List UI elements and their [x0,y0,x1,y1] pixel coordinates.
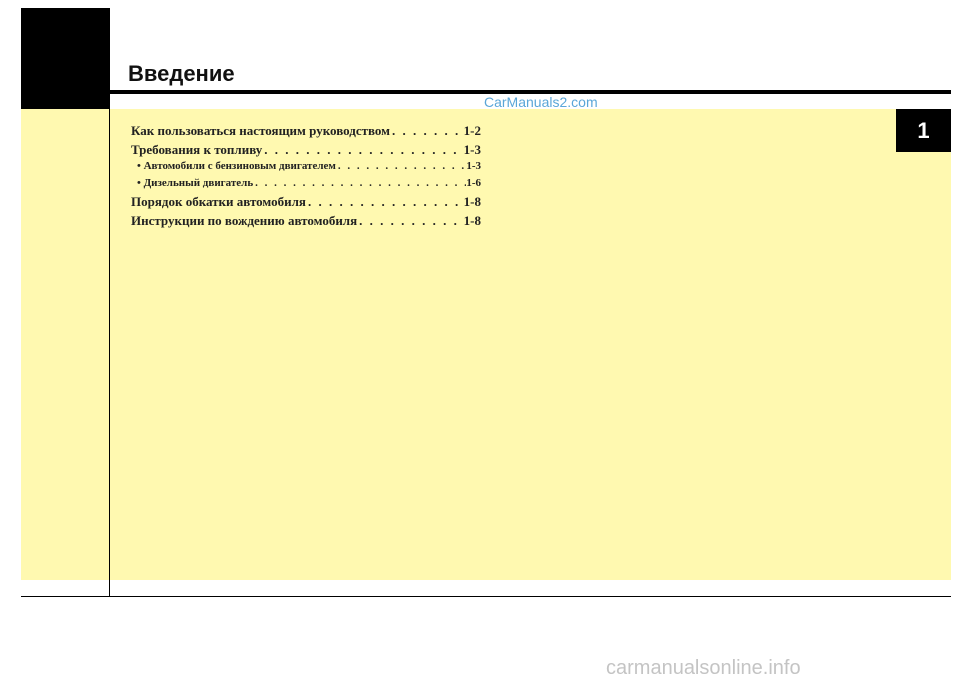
toc-item-label: Требования к топливу [131,141,263,157]
watermark-top[interactable]: CarManuals2.com [484,94,598,110]
footer-rule [21,596,951,597]
toc-leader-dots [306,194,464,209]
corner-black-block [21,8,109,109]
chapter-number: 1 [917,117,930,143]
toc-item-page: 1-3 [466,160,481,172]
toc-item-label: Инструкции по вождению автомобиля [131,212,358,228]
page-title: Введение [128,61,235,86]
chapter-tab[interactable] [896,109,951,152]
toc-item-label: • Автомобили с бензиновым двигателем [137,160,336,172]
toc-item-page: 1-6 [466,177,481,189]
toc-item-how-to-use[interactable] [131,123,481,138]
toc-item-label: • Дизельный двигатель [137,177,254,189]
toc-item-label: Порядок обкатки автомобиля [131,194,306,209]
toc-item-page: 1-3 [463,141,481,157]
toc-leader-dots [357,213,464,228]
toc-item-page: 1-8 [463,194,481,209]
toc-item-fuel-requirements[interactable] [131,142,481,157]
toc-leader-dots [253,177,466,190]
toc-leader-dots [390,123,464,138]
toc-item-break-in[interactable] [131,194,481,209]
toc-leader-dots [336,160,466,173]
vertical-divider [109,8,110,597]
watermark-bottom[interactable]: carmanualsonline.info [606,657,801,679]
toc-item-page: 1-8 [463,212,481,228]
toc-item-diesel-engine[interactable] [131,177,481,190]
table-of-contents [131,123,481,231]
toc-item-driving-instructions[interactable] [131,213,481,228]
toc-item-gasoline-engine[interactable] [131,160,481,173]
toc-item-label: Как пользоваться настоящим руководством [131,123,391,138]
toc-item-page: 1-2 [463,123,481,138]
toc-leader-dots [262,142,463,157]
